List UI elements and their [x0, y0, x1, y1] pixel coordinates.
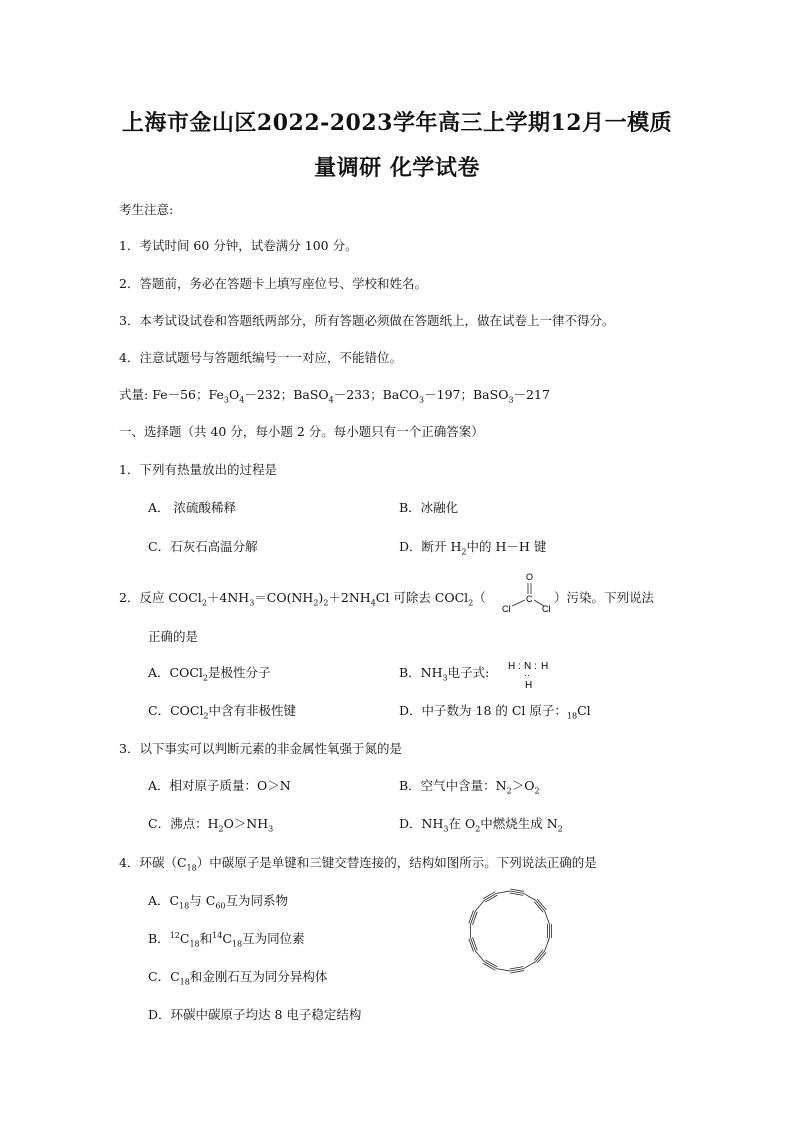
q2-stem-line2: 正确的是: [148, 629, 199, 644]
q1-stem: 1．下列有热量放出的过程是: [119, 462, 277, 477]
svg-text:H: H: [541, 661, 549, 672]
svg-text:Cl: Cl: [542, 604, 551, 614]
svg-text:H: H: [508, 661, 516, 672]
q1-option-a: A． 浓硫酸稀释: [148, 500, 237, 515]
q3-option-d: D．$NH_3$在 $O_2$中燃烧生成 $N_2$: [399, 816, 563, 834]
phosgene-structure: [498, 570, 558, 614]
notice-heading: 考生注意:: [119, 202, 174, 217]
svg-text::: :: [518, 661, 521, 672]
q4-option-b: B．$^{12}C_{18}$和$^{14}C_{18}$互为同位素: [148, 930, 305, 949]
ring-bond-line: [475, 900, 484, 911]
ring-bond-line: [524, 962, 536, 969]
svg-text:Cl: Cl: [502, 604, 511, 614]
q1-option-d: D．断开 $H_2$中的 H－H 键: [399, 539, 547, 557]
svg-text:N: N: [524, 661, 532, 672]
notice-item-4: 4．注意试题号与答题纸编号一一对应，不能错位。: [119, 350, 402, 365]
section-heading: 一、选择题（共 40 分，每小题 2 分。每小题只有一个正确答案）: [119, 424, 484, 439]
nh3-electron-formula: [506, 656, 558, 692]
formula-mass-line: 式量: Fe－56；$Fe_3O_4-232$；BaSO$_4$－233；BaCO$_3$－197；BaSO$_3$－217: [119, 387, 550, 405]
ring-bond-line: [524, 893, 536, 900]
q2-option-a: A．COCl$_2$是极性分子: [148, 665, 271, 683]
q3-option-c: C．沸点：$H_2O>NH_3$: [148, 816, 274, 834]
ring-bond-line: [545, 911, 550, 924]
svg-text:··: ··: [524, 670, 530, 680]
cyclocarbon-ring-figure: [465, 885, 555, 977]
q2-option-b: B．$NH_3$电子式:: [399, 665, 490, 683]
q4-stem: 4．环碳$(C_{18})$中碳原子是单键和三键交替连接的，结构如图所示。下列说法正确的是: [119, 855, 597, 873]
q2-stem: 2．反应 $COCl_2+4NH_3=CO(NH_2)_2+2NH_4Cl$ 可除去 COCl$_2$（: [119, 590, 486, 608]
svg-text:C: C: [526, 594, 533, 604]
q2-option-d: D．中子数为 18 的 Cl 原子：$_{18}$Cl: [399, 703, 591, 721]
ring-bond-line: [545, 938, 550, 951]
q4-option-d: D．环碳中碳原子均达 8 电子稳定结构: [148, 1007, 362, 1022]
ring-bond-line: [472, 912, 477, 925]
page-title-line2: 量调研 化学试卷: [314, 155, 480, 181]
ring-bond-line: [471, 938, 476, 951]
ring-bond-line: [475, 951, 484, 962]
q1-option-b: B．冰融化: [399, 500, 459, 515]
q4-option-c: C．$C_{18}$和金刚石互为同分异构体: [148, 969, 328, 987]
q3-option-a: A．相对原子质量：O＞N: [148, 778, 291, 793]
notice-item-3: 3．本考试设试卷和答题纸两部分，所有答题必须做在答题纸上，做在试卷上一律不得分。: [119, 313, 615, 328]
q2-stem-tail: ）污染。下列说法: [554, 590, 655, 605]
ring-bond-line: [469, 939, 474, 952]
svg-text::: :: [534, 661, 537, 672]
svg-text:H: H: [525, 680, 533, 691]
notice-item-1: 1．考试时间 60 分钟，试卷满分 100 分。: [119, 238, 358, 253]
ring-bond-line: [496, 969, 510, 971]
notice-item-2: 2．答题前，务必在答题卡上填写座位号、学校和姓名。: [119, 276, 427, 291]
q4-option-a: A．$C_{18}$与 $C_{60}$互为同系物: [148, 893, 289, 911]
svg-text:O: O: [526, 572, 534, 582]
ring-bond-line: [472, 937, 477, 950]
ring-bond-line: [469, 910, 474, 923]
page-title-line1: 上海市金山区2022-2023学年高三上学期12月一模质: [121, 110, 673, 136]
q1-option-c: C．石灰石高温分解: [148, 539, 258, 554]
ring-bond-line: [471, 911, 476, 924]
q3-stem: 3．以下事实可以判断元素的非金属性氧强于氮的是: [119, 741, 402, 756]
q3-option-b: B．空气中含量：$N_2>O_2$: [399, 778, 540, 796]
ring-bond-line: [496, 891, 510, 893]
q2-option-c: C．COCl$_2$中含有非极性键: [148, 703, 297, 721]
